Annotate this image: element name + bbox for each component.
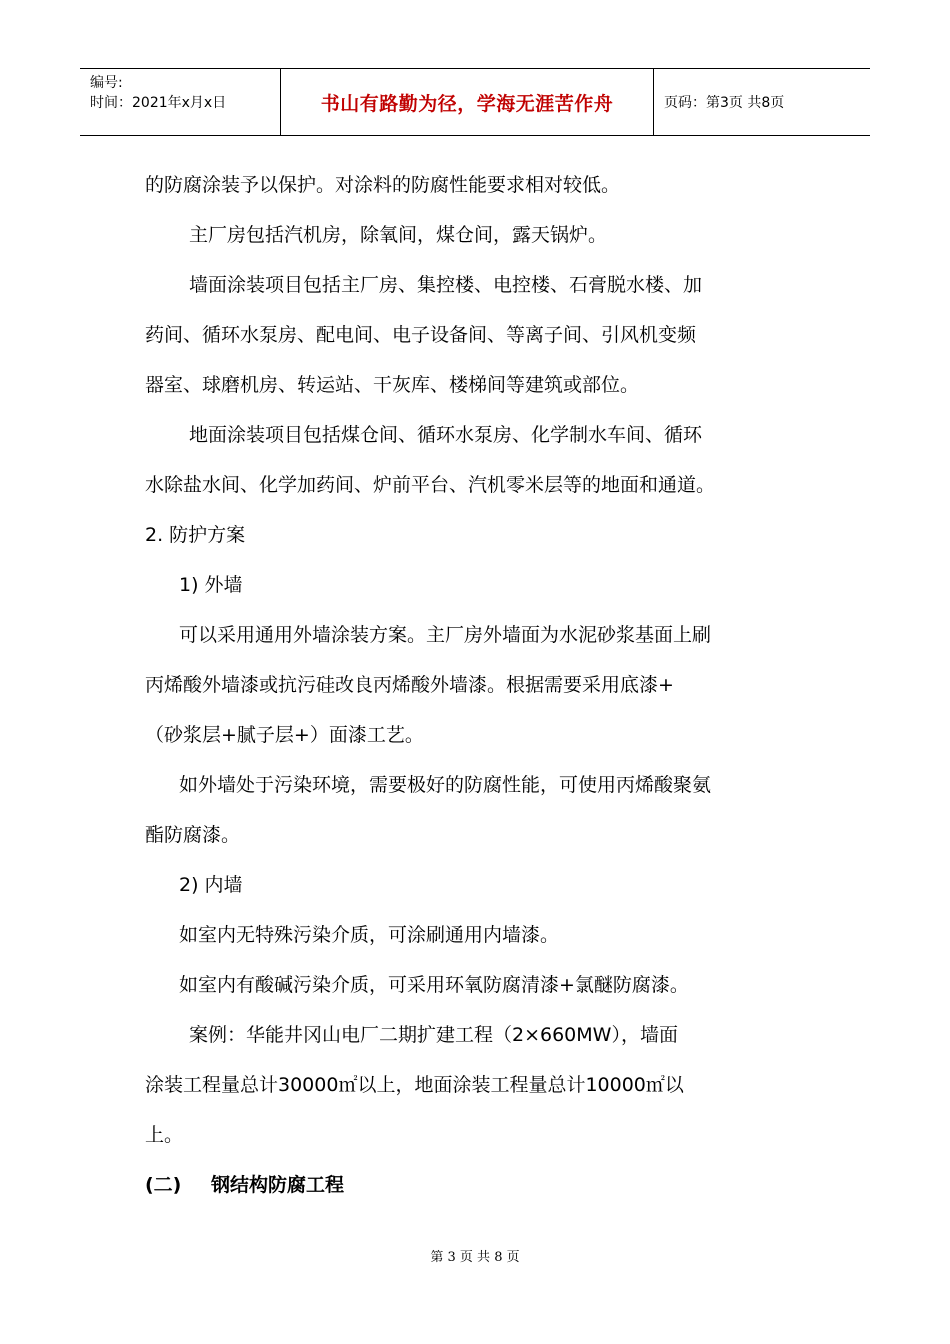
document-time-label: 时间：2021年x月x日	[90, 95, 227, 111]
header-motto-cell	[281, 69, 654, 135]
paragraph-line: 如室内无特殊污染介质，可涂刷通用内墙漆。	[179, 924, 560, 946]
paragraph-line: 案例：华能井冈山电厂二期扩建工程（2×660MW），墙面	[189, 1024, 678, 1046]
subsection-heading: 2. 防护方案	[145, 524, 246, 546]
paragraph-line: 如外墙处于污染环境，需要极好的防腐性能，可使用丙烯酸聚氨	[179, 774, 712, 796]
page-header	[80, 68, 870, 136]
subsubsection-heading: 2) 内墙	[179, 874, 243, 896]
paragraph-line: 墙面涂装项目包括主厂房、集控楼、电控楼、石膏脱水楼、加	[189, 274, 703, 296]
document-number-label: 编号:	[90, 75, 123, 91]
paragraph-line: 药间、循环水泵房、配电间、电子设备间、等离子间、引风机变频	[145, 324, 697, 346]
paragraph-line: 地面涂装项目包括煤仓间、循环水泵房、化学制水车间、循环	[189, 424, 703, 446]
subsubsection-heading: 1) 外墙	[179, 574, 243, 596]
header-motto: 书山有路勤为径，学海无涯苦作舟	[320, 92, 614, 115]
paragraph-line: 如室内有酸碱污染介质，可采用环氧防腐清漆+氯醚防腐漆。	[179, 974, 689, 996]
paragraph-line: 上。	[145, 1124, 184, 1146]
section-number: (二)	[145, 1174, 182, 1196]
section-heading	[145, 1160, 810, 1210]
paragraph-line: 水除盐水间、化学加药间、炉前平台、汽机零米层等的地面和通道。	[145, 474, 716, 496]
header-left-cell	[80, 69, 281, 135]
paragraph-line: 主厂房包括汽机房，除氧间，煤仓间，露天锅炉。	[189, 224, 608, 246]
header-page-info: 页码：第3页 共8页	[664, 95, 785, 111]
paragraph-line: 的防腐涂装予以保护。对涂料的防腐性能要求相对较低。	[145, 174, 621, 196]
paragraph-line: 可以采用通用外墙涂装方案。主厂房外墙面为水泥砂浆基面上刷	[179, 624, 712, 646]
header-page-info-cell	[654, 69, 870, 135]
paragraph-line: 涂装工程量总计30000㎡以上，地面涂装工程量总计10000㎡以	[145, 1074, 684, 1096]
paragraph-line: 丙烯酸外墙漆或抗污硅改良丙烯酸外墙漆。根据需要采用底漆+	[145, 674, 674, 696]
section-title: 钢结构防腐工程	[211, 1174, 345, 1196]
page-footer: 第 3 页 共 8 页	[430, 1250, 520, 1265]
paragraph-line: 酯防腐漆。	[145, 824, 241, 846]
paragraph-line: 器室、球磨机房、转运站、干灰库、楼梯间等建筑或部位。	[145, 374, 640, 396]
document-body	[145, 160, 810, 1210]
paragraph-line: （砂浆层+腻子层+）面漆工艺。	[145, 724, 424, 746]
